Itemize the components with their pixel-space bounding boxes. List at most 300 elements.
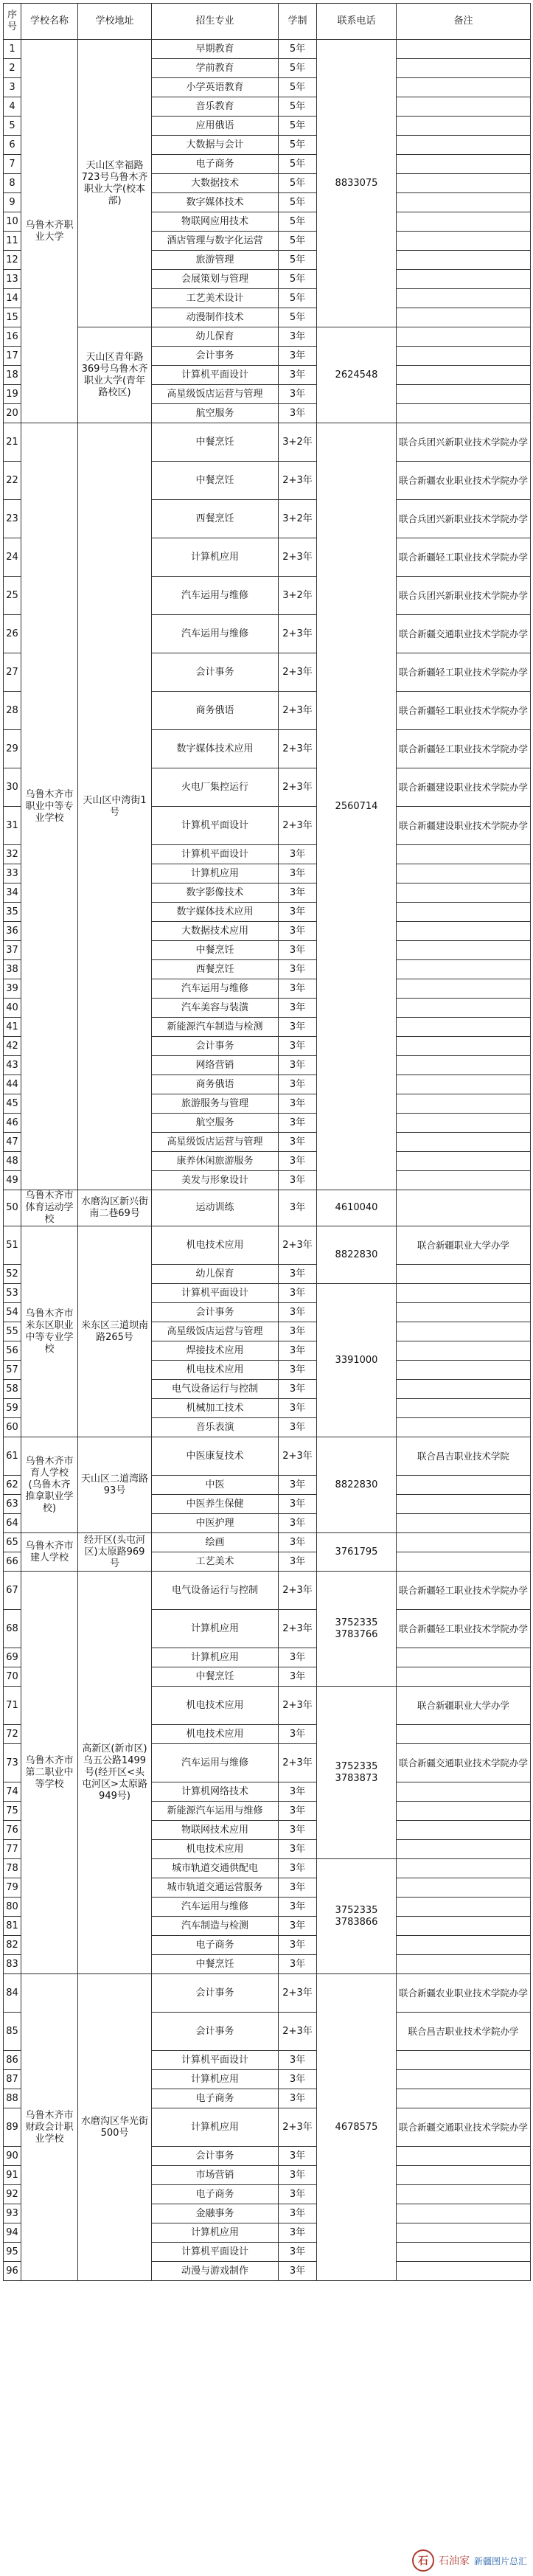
contact-phone: 4610040	[317, 1190, 397, 1226]
remark	[397, 2051, 531, 2070]
major-name: 数字媒体技术应用	[152, 730, 279, 768]
header-years: 学制	[279, 4, 317, 40]
row-number: 88	[4, 2089, 21, 2108]
school-name: 乌鲁木齐市建人学校	[21, 1533, 78, 1572]
major-name: 数字媒体技术	[152, 193, 279, 212]
row-number: 80	[4, 1898, 21, 1917]
major-name: 机电技术应用	[152, 1725, 279, 1744]
row-number: 77	[4, 1840, 21, 1859]
remark	[397, 270, 531, 289]
school-address: 天山区中湾街1号	[78, 423, 152, 1190]
remark	[397, 404, 531, 423]
remark: 联合新疆建设职业技术学院办学	[397, 768, 531, 807]
study-years: 3年	[279, 1094, 317, 1114]
study-years: 3年	[279, 1782, 317, 1802]
major-name: 新能源汽车制造与检测	[152, 1018, 279, 1037]
row-number: 41	[4, 1018, 21, 1037]
remark	[397, 308, 531, 327]
study-years: 3年	[279, 845, 317, 864]
major-name: 数字影像技术	[152, 883, 279, 903]
school-name: 乌鲁木齐市体育运动学校	[21, 1190, 78, 1226]
major-name: 会计事务	[152, 1974, 279, 2013]
row-number: 39	[4, 979, 21, 999]
major-name: 汽车运用与维修	[152, 615, 279, 653]
study-years: 3年	[279, 979, 317, 999]
major-name: 会计事务	[152, 347, 279, 366]
table-row	[4, 1533, 531, 1552]
remark	[397, 1037, 531, 1056]
study-years: 3年	[279, 1114, 317, 1133]
remark	[397, 1133, 531, 1152]
major-name: 中餐烹饪	[152, 1667, 279, 1687]
remark: 联合昌吉职业技术学院	[397, 1437, 531, 1476]
remark: 联合新疆建设职业技术学院办学	[397, 807, 531, 845]
row-number: 12	[4, 251, 21, 270]
major-name: 音乐表演	[152, 1418, 279, 1437]
study-years: 3年	[279, 1265, 317, 1284]
row-number: 63	[4, 1495, 21, 1514]
major-name: 幼儿保育	[152, 327, 279, 347]
study-years: 2+3年	[279, 807, 317, 845]
remark	[397, 1878, 531, 1898]
major-name: 物联网技术应用	[152, 1821, 279, 1840]
remark	[397, 2185, 531, 2204]
remark	[397, 1399, 531, 1418]
row-number: 23	[4, 500, 21, 538]
row-number: 4	[4, 97, 21, 117]
row-number: 16	[4, 327, 21, 347]
study-years: 2+3年	[279, 653, 317, 692]
major-name: 商务俄语	[152, 692, 279, 730]
major-name: 计算机平面设计	[152, 1284, 279, 1303]
major-name: 汽车运用与维修	[152, 577, 279, 615]
remark: 联合新疆轻工职业技术学院办学	[397, 692, 531, 730]
remark: 联合兵团兴新职业技术学院办学	[397, 423, 531, 462]
study-years: 5年	[279, 232, 317, 251]
study-years: 3年	[279, 1341, 317, 1361]
remark	[397, 999, 531, 1018]
study-years: 3年	[279, 1898, 317, 1917]
study-years: 5年	[279, 212, 317, 232]
contact-phone: 3752335 3783866	[317, 1859, 397, 1974]
study-years: 2+3年	[279, 730, 317, 768]
study-years: 3年	[279, 883, 317, 903]
major-name: 学前教育	[152, 59, 279, 78]
major-name: 绘画	[152, 1533, 279, 1552]
row-number: 85	[4, 2013, 21, 2051]
remark	[397, 1075, 531, 1094]
row-number: 62	[4, 1476, 21, 1495]
row-number: 84	[4, 1974, 21, 2013]
row-number: 89	[4, 2108, 21, 2147]
study-years: 3年	[279, 864, 317, 883]
row-number: 42	[4, 1037, 21, 1056]
major-name: 汽车运用与维修	[152, 979, 279, 999]
study-years: 2+3年	[279, 1687, 317, 1725]
row-number: 44	[4, 1075, 21, 1094]
study-years: 3年	[279, 1284, 317, 1303]
row-number: 15	[4, 308, 21, 327]
contact-phone: 8833075	[317, 40, 397, 327]
remark	[397, 117, 531, 136]
major-name: 网络营销	[152, 1056, 279, 1075]
remark	[397, 1341, 531, 1361]
row-number: 83	[4, 1955, 21, 1974]
major-name: 运动训练	[152, 1190, 279, 1226]
row-number: 20	[4, 404, 21, 423]
study-years: 3年	[279, 1859, 317, 1878]
remark	[397, 1802, 531, 1821]
school-address: 天山区二道湾路93号	[78, 1437, 152, 1533]
study-years: 3年	[279, 385, 317, 404]
row-number: 73	[4, 1744, 21, 1782]
table-row	[4, 1190, 531, 1226]
remark	[397, 1533, 531, 1552]
row-number: 75	[4, 1802, 21, 1821]
study-years: 2+3年	[279, 2013, 317, 2051]
contact-phone: 2624548	[317, 327, 397, 423]
study-years: 3年	[279, 1514, 317, 1533]
row-number: 37	[4, 941, 21, 960]
row-number: 93	[4, 2204, 21, 2223]
study-years: 5年	[279, 193, 317, 212]
remark	[397, 922, 531, 941]
row-number: 10	[4, 212, 21, 232]
major-name: 航空服务	[152, 404, 279, 423]
study-years: 5年	[279, 78, 317, 97]
remark	[397, 289, 531, 308]
row-number: 5	[4, 117, 21, 136]
study-years: 3年	[279, 1955, 317, 1974]
major-name: 大数据与会计	[152, 136, 279, 155]
remark: 联合新疆轻工职业技术学院办学	[397, 1610, 531, 1648]
row-number: 3	[4, 78, 21, 97]
major-name: 中医	[152, 1476, 279, 1495]
school-name: 乌鲁木齐市育人学校(乌鲁木齐推拿职业学校)	[21, 1437, 78, 1533]
school-name: 乌鲁木齐市第二职业中等学校	[21, 1572, 78, 1974]
header-major: 招生专业	[152, 4, 279, 40]
major-name: 机电技术应用	[152, 1840, 279, 1859]
header-phone: 联系电话	[317, 4, 397, 40]
study-years: 5年	[279, 40, 317, 59]
remark	[397, 1898, 531, 1917]
row-number: 51	[4, 1226, 21, 1265]
major-name: 电子商务	[152, 2089, 279, 2108]
remark	[397, 251, 531, 270]
row-number: 68	[4, 1610, 21, 1648]
major-name: 火电厂集控运行	[152, 768, 279, 807]
remark	[397, 1361, 531, 1380]
row-number: 50	[4, 1190, 21, 1226]
study-years: 5年	[279, 289, 317, 308]
study-years: 2+3年	[279, 1974, 317, 2013]
remark	[397, 2070, 531, 2089]
row-number: 71	[4, 1687, 21, 1725]
row-number: 1	[4, 40, 21, 59]
study-years: 3年	[279, 1152, 317, 1171]
remark	[397, 2243, 531, 2262]
row-number: 36	[4, 922, 21, 941]
row-number: 61	[4, 1437, 21, 1476]
row-number: 32	[4, 845, 21, 864]
study-years: 3年	[279, 903, 317, 922]
study-years: 5年	[279, 270, 317, 289]
major-name: 电子商务	[152, 2185, 279, 2204]
remark	[397, 903, 531, 922]
school-name: 乌鲁木齐市米东区职业中等专业学校	[21, 1226, 78, 1437]
remark	[397, 212, 531, 232]
major-name: 计算机应用	[152, 1648, 279, 1667]
study-years: 5年	[279, 308, 317, 327]
remark	[397, 1725, 531, 1744]
row-number: 11	[4, 232, 21, 251]
remark: 联合新疆轻工职业技术学院办学	[397, 730, 531, 768]
remark	[397, 1552, 531, 1572]
row-number: 45	[4, 1094, 21, 1114]
remark	[397, 174, 531, 193]
row-number: 13	[4, 270, 21, 289]
school-address: 天山区青年路369号乌鲁木齐职业大学(青年路校区)	[78, 327, 152, 423]
row-number: 14	[4, 289, 21, 308]
remark: 联合新疆交通职业技术学院办学	[397, 2108, 531, 2147]
major-name: 中餐烹饪	[152, 941, 279, 960]
remark	[397, 1152, 531, 1171]
remark	[397, 960, 531, 979]
row-number: 95	[4, 2243, 21, 2262]
remark: 联合新疆农业职业技术学院办学	[397, 462, 531, 500]
row-number: 53	[4, 1284, 21, 1303]
major-name: 城市轨道交通供配电	[152, 1859, 279, 1878]
row-number: 86	[4, 2051, 21, 2070]
remark: 联合新疆轻工职业技术学院办学	[397, 538, 531, 577]
major-name: 早期教育	[152, 40, 279, 59]
watermark-text: 石油家	[438, 2555, 470, 2567]
row-number: 46	[4, 1114, 21, 1133]
study-years: 3+2年	[279, 577, 317, 615]
row-number: 19	[4, 385, 21, 404]
major-name: 计算机应用	[152, 1610, 279, 1648]
table-row	[4, 327, 531, 347]
row-number: 58	[4, 1380, 21, 1399]
remark	[397, 2166, 531, 2185]
study-years: 3+2年	[279, 423, 317, 462]
remark	[397, 2223, 531, 2243]
study-years: 3年	[279, 366, 317, 385]
row-number: 38	[4, 960, 21, 979]
remark: 联合兵团兴新职业技术学院办学	[397, 500, 531, 538]
major-name: 应用俄语	[152, 117, 279, 136]
study-years: 3年	[279, 1821, 317, 1840]
study-years: 3年	[279, 2070, 317, 2089]
school-address: 米东区三道坝南路265号	[78, 1226, 152, 1437]
major-name: 市场营销	[152, 2166, 279, 2185]
enrollment-table	[3, 3, 531, 2281]
school-name: 乌鲁木齐职业大学	[21, 40, 78, 423]
study-years: 2+3年	[279, 1744, 317, 1782]
remark	[397, 1917, 531, 1936]
major-name: 计算机应用	[152, 2223, 279, 2243]
remark: 联合昌吉职业技术学院办学	[397, 2013, 531, 2051]
study-years: 3年	[279, 922, 317, 941]
row-number: 56	[4, 1341, 21, 1361]
major-name: 计算机应用	[152, 2108, 279, 2147]
major-name: 中餐烹饪	[152, 462, 279, 500]
major-name: 机电技术应用	[152, 1361, 279, 1380]
table-row	[4, 1572, 531, 1610]
remark	[397, 366, 531, 385]
study-years: 5年	[279, 155, 317, 174]
school-address: 高新区(新市区)乌五公路1499号(经开区<头屯河区>太原路949号)	[78, 1572, 152, 1974]
table-body	[4, 40, 531, 2281]
remark	[397, 1018, 531, 1037]
remark	[397, 193, 531, 212]
major-name: 大数据技术	[152, 174, 279, 193]
remark	[397, 347, 531, 366]
remark: 联合新疆轻工职业技术学院办学	[397, 1572, 531, 1610]
study-years: 3年	[279, 2223, 317, 2243]
study-years: 3年	[279, 1037, 317, 1056]
header-address: 学校地址	[78, 4, 152, 40]
row-number: 8	[4, 174, 21, 193]
row-number: 48	[4, 1152, 21, 1171]
major-name: 动漫制作技术	[152, 308, 279, 327]
study-years: 2+3年	[279, 2108, 317, 2147]
row-number: 96	[4, 2262, 21, 2281]
remark	[397, 232, 531, 251]
row-number: 40	[4, 999, 21, 1018]
major-name: 机电技术应用	[152, 1687, 279, 1725]
remark	[397, 1936, 531, 1955]
row-number: 76	[4, 1821, 21, 1840]
study-years: 3年	[279, 1878, 317, 1898]
row-number: 18	[4, 366, 21, 385]
row-number: 92	[4, 2185, 21, 2204]
study-years: 3年	[279, 1840, 317, 1859]
major-name: 城市轨道交通运营服务	[152, 1878, 279, 1898]
study-years: 5年	[279, 174, 317, 193]
contact-phone: 4678575	[317, 1974, 397, 2281]
remark	[397, 2147, 531, 2166]
remark	[397, 864, 531, 883]
header-school: 学校名称	[21, 4, 78, 40]
major-name: 计算机平面设计	[152, 366, 279, 385]
remark	[397, 1303, 531, 1322]
study-years: 3年	[279, 1418, 317, 1437]
watermark-logo-icon: 石	[412, 2549, 434, 2572]
remark	[397, 1056, 531, 1075]
major-name: 汽车运用与维修	[152, 1898, 279, 1917]
row-number: 9	[4, 193, 21, 212]
study-years: 3年	[279, 404, 317, 423]
school-address: 经开区(头屯河区)太原路969号	[78, 1533, 152, 1572]
major-name: 高星级饭店运营与管理	[152, 1322, 279, 1341]
study-years: 3年	[279, 1917, 317, 1936]
row-number: 74	[4, 1782, 21, 1802]
row-number: 87	[4, 2070, 21, 2089]
row-number: 35	[4, 903, 21, 922]
row-number: 64	[4, 1514, 21, 1533]
remark	[397, 1821, 531, 1840]
major-name: 音乐教育	[152, 97, 279, 117]
watermark	[412, 2549, 527, 2572]
table-row	[4, 1226, 531, 1265]
major-name: 计算机平面设计	[152, 807, 279, 845]
row-number: 90	[4, 2147, 21, 2166]
contact-phone: 8822830	[317, 1437, 397, 1533]
header-no: 序号	[4, 4, 21, 40]
school-name: 乌鲁木齐市财政会计职业学校	[21, 1974, 78, 2281]
major-name: 幼儿保育	[152, 1265, 279, 1284]
header-note: 备注	[397, 4, 531, 40]
study-years: 3年	[279, 1802, 317, 1821]
row-number: 2	[4, 59, 21, 78]
study-years: 3年	[279, 2089, 317, 2108]
row-number: 49	[4, 1171, 21, 1190]
major-name: 会计事务	[152, 1303, 279, 1322]
study-years: 3年	[279, 327, 317, 347]
row-number: 28	[4, 692, 21, 730]
study-years: 2+3年	[279, 1437, 317, 1476]
remark	[397, 327, 531, 347]
major-name: 西餐烹饪	[152, 960, 279, 979]
row-number: 65	[4, 1533, 21, 1552]
major-name: 会计事务	[152, 2013, 279, 2051]
study-years: 5年	[279, 136, 317, 155]
major-name: 计算机网络技术	[152, 1782, 279, 1802]
row-number: 72	[4, 1725, 21, 1744]
study-years: 5年	[279, 97, 317, 117]
study-years: 3年	[279, 1075, 317, 1094]
remark	[397, 1476, 531, 1495]
remark	[397, 2204, 531, 2223]
row-number: 30	[4, 768, 21, 807]
study-years: 5年	[279, 251, 317, 270]
remark	[397, 941, 531, 960]
row-number: 91	[4, 2166, 21, 2185]
row-number: 6	[4, 136, 21, 155]
major-name: 会展策划与管理	[152, 270, 279, 289]
row-number: 34	[4, 883, 21, 903]
major-name: 机械加工技术	[152, 1399, 279, 1418]
major-name: 工艺美术设计	[152, 289, 279, 308]
row-number: 59	[4, 1399, 21, 1418]
major-name: 金融事务	[152, 2204, 279, 2223]
major-name: 会计事务	[152, 1037, 279, 1056]
row-number: 22	[4, 462, 21, 500]
table-row	[4, 1437, 531, 1476]
remark	[397, 979, 531, 999]
remark	[397, 1648, 531, 1667]
major-name: 西餐烹饪	[152, 500, 279, 538]
study-years: 3年	[279, 2262, 317, 2281]
major-name: 新能源汽车运用与维修	[152, 1802, 279, 1821]
major-name: 小学英语教育	[152, 78, 279, 97]
study-years: 3年	[279, 1533, 317, 1552]
study-years: 2+3年	[279, 1572, 317, 1610]
remark: 联合新疆职业大学办学	[397, 1687, 531, 1725]
remark: 联合新疆农业职业技术学院办学	[397, 1974, 531, 2013]
remark: 联合新疆交通职业技术学院办学	[397, 615, 531, 653]
school-address: 天山区幸福路723号乌鲁木齐职业大学(校本部)	[78, 40, 152, 327]
study-years: 3年	[279, 1667, 317, 1687]
study-years: 3年	[279, 1936, 317, 1955]
contact-phone: 3752335 3783766	[317, 1572, 397, 1687]
major-name: 高星级饭店运营与管理	[152, 1133, 279, 1152]
row-number: 94	[4, 2223, 21, 2243]
remark	[397, 78, 531, 97]
study-years: 2+3年	[279, 692, 317, 730]
remark	[397, 1284, 531, 1303]
